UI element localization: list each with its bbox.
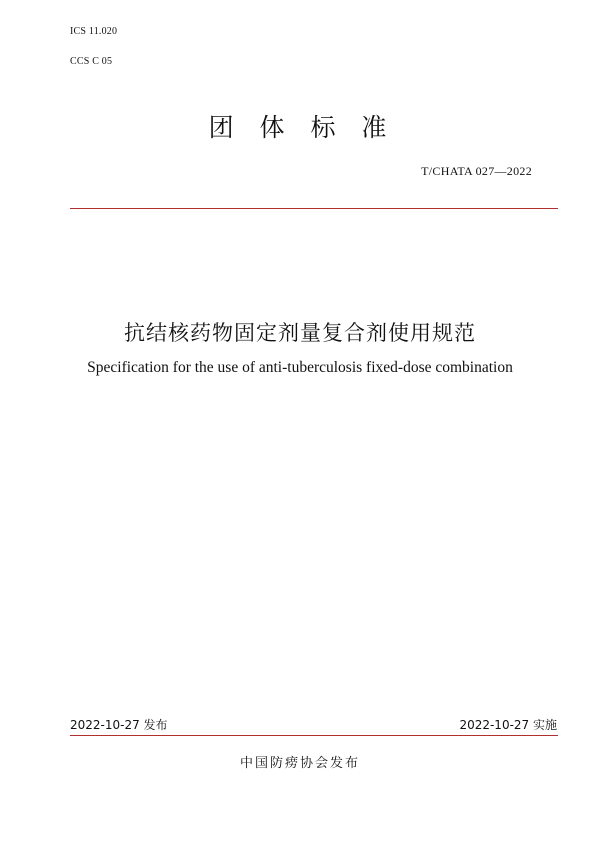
document-title-chinese: 抗结核药物固定剂量复合剂使用规范: [124, 321, 476, 345]
ccs-code: CCS C 05: [70, 56, 113, 67]
standard-number: T/CHATA 027—2022: [421, 164, 532, 178]
top-divider-rule: [70, 208, 558, 209]
ics-code: ICS 11.020: [70, 26, 118, 37]
document-title-english: Specification for the use of anti-tuberculosis fixed-dose combination: [87, 359, 513, 376]
publication-date: 2022-10-27 发布: [70, 718, 168, 732]
bottom-divider-rule: [70, 735, 558, 736]
publisher-line: 中国防痨协会发布: [239, 756, 360, 771]
standard-type-heading: 团 体 标 准: [208, 113, 396, 142]
implementation-date: 2022-10-27 实施: [459, 718, 557, 732]
